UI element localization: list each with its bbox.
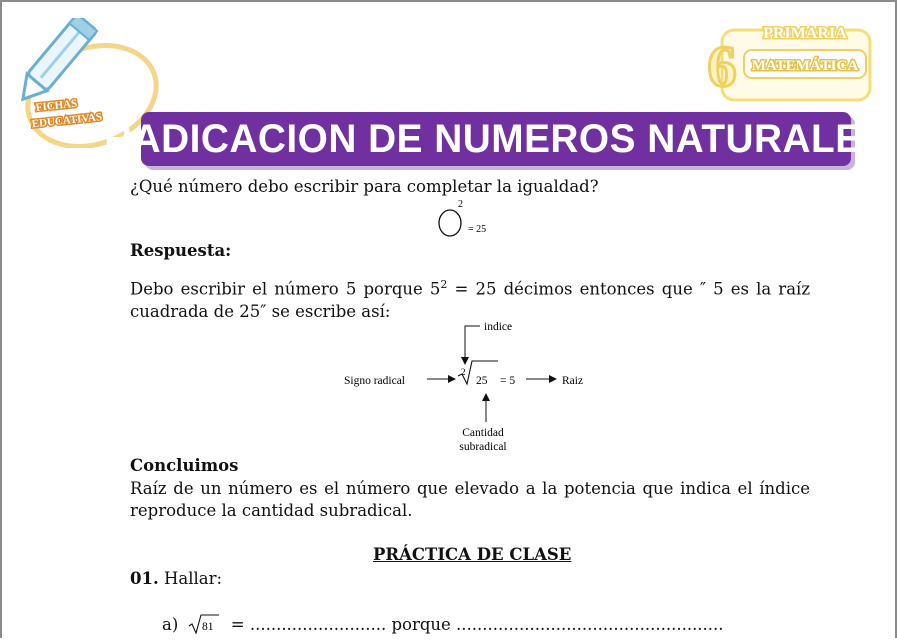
radicand-label-2: subradical (459, 441, 507, 453)
sqrt-symbol (188, 613, 220, 635)
radical-diagram (330, 316, 600, 456)
question-text: ¿Qué número debo escribir para completar la igualdad? (130, 177, 599, 196)
svg-text:FICHAS: FICHAS (35, 97, 78, 114)
root-label: Raiz (562, 375, 584, 387)
conclusion-paragraph: Raíz de un número es el número que elevado a la potencia que indica el índice reproduce la cantidad subradical. (130, 479, 810, 520)
item-a: a) 81 = .......................... porque ................................................... (162, 615, 724, 634)
pencil-icon (14, 18, 97, 108)
item-a-radicand: 81 (201, 621, 214, 633)
svg-text:PRIMARIA: PRIMARIA (763, 25, 847, 42)
sign-radical-label: Signo radical (344, 375, 405, 387)
radicand: 25 (476, 375, 488, 387)
svg-text:MATEMÁTICA: MATEMÁTICA (751, 58, 859, 74)
radicand-label-1: Cantidad (462, 427, 504, 439)
page-title: RADICACION DE NUMEROS NATURALES (104, 116, 888, 161)
svg-text:2: 2 (458, 199, 463, 210)
practice-heading: PRÁCTICA DE CLASE (373, 545, 572, 564)
blank-circle (439, 210, 461, 236)
blank-equation (434, 196, 504, 242)
radical-index: 2 (461, 367, 466, 377)
svg-text:= 25: = 25 (468, 224, 487, 235)
index-label: indice (484, 321, 513, 333)
result: = 5 (500, 375, 516, 387)
conclusion-heading: Concluimos (130, 456, 239, 475)
item-a-label: a) (162, 615, 179, 634)
answer-heading: Respuesta: (130, 241, 232, 260)
grade-badge (700, 20, 875, 105)
svg-text:6: 6 (707, 34, 737, 99)
answer-paragraph: Debo escribir el número 5 porque $5^2 = 25$ décimos entonces que ″ 5 es la raíz cuadrada de 25″ se escribe así: (130, 278, 811, 321)
page-title-bar (104, 112, 888, 166)
svg-text:EDUCATIVAS: EDUCATIVAS (31, 111, 103, 131)
exercise-01: 01. Hallar: (130, 569, 223, 588)
